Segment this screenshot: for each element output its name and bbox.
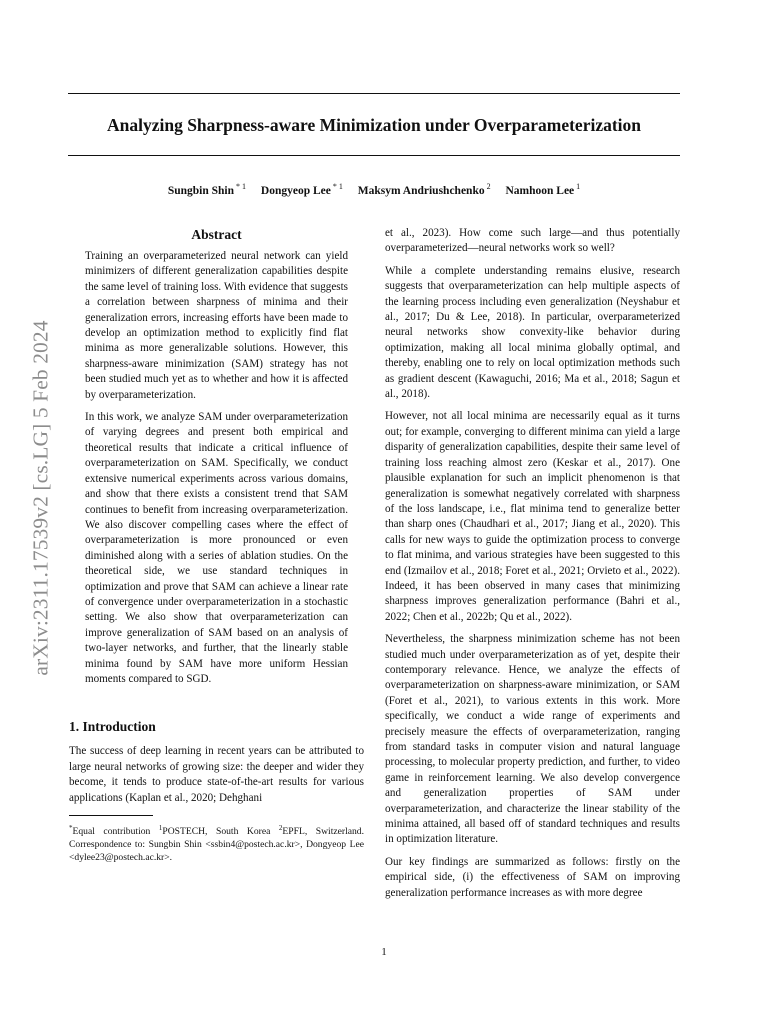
footnote-rule bbox=[69, 815, 153, 816]
arxiv-sidebar-stamp bbox=[21, 282, 61, 714]
top-rule bbox=[68, 93, 680, 94]
introduction-heading: 1. Introduction bbox=[69, 719, 156, 735]
abstract-paragraph-2: In this work, we analyze SAM under overparameterization of varying degrees and present both empirical and theoretical results that indicate a critical influence of overparameterization on SAM. Specifically, we conduct extensive numerical experiments across various domains, and show that there exists a consistent trend that SAM continues to benefit from increasing overparameterization. We also discover compelling cases where the effect of overparameterization is more pronounced or even diminished along with a series of ablation studies. On the theoretical side, we use standard techniques in optimization and prove that SAM can achieve a linear rate of convergence under overparameterization in a stochastic setting. We also show that overparameterization can improve generalization of SAM based on an analysis of two-layer networks, and further, that the linearly stable minima found by SAM have more uniform Hessian moments compared to SGD. bbox=[85, 411, 348, 685]
intro-paragraph-continued: et al., 2023). How come such large—and thus potentially overparameterized—neural networks work so well? bbox=[385, 227, 680, 255]
author-list bbox=[68, 180, 680, 198]
author-2: Dongyeop Lee $^{* 1}$ bbox=[260, 182, 343, 197]
intro-paragraph-4: Nevertheless, the sharpness minimization scheme has not been studied much under overparameterization as of yet, despite their contemporary relevance. Hence, we analyze the effects of overparameterization on sharpness-aware minimization, or SAM (Foret et al., 2021), to various extents in this work. More specifically, we conduct a wide range of experiments and precisely measure the effects of overparameterization, ranging from standard tasks in computer vision and natural language processing, to molecular property prediction, and further, to video game in reinforcement learning. We also develop convergence and generalization properties of SAM under overparameterization, and characterize the linear stability of the minima attained, all based off of standard techniques and results in optimization literature. bbox=[385, 633, 680, 846]
author-3: Maksym Andriushchenko $^2$ bbox=[357, 182, 491, 197]
intro-paragraph-5: Our key findings are summarized as follows: firstly on the empirical side, (i) the effectiveness of SAM on improving generalization performance increases as with more degree bbox=[385, 855, 680, 899]
left-column bbox=[69, 226, 364, 871]
author-4: Namhoon Lee $^1$ bbox=[505, 182, 581, 197]
abstract-paragraph-1: Training an overparameterized neural network can yield minimizers of different generalization capabilities despite the same level of training loss. With evidence that suggests a correlation between sharpness of minima and their generalization errors, increasing efforts have been made to develop an optimization method to explicitly find flat minima as more generalizable solutions. However, this sharpness-aware minimization (SAM) strategy has not been studied much yet as to whether and how it is affected by overparameterization. bbox=[85, 250, 348, 401]
arxiv-identifier: arXiv:2311.17539v2 [cs.LG] 5 Feb 2024 bbox=[28, 320, 53, 676]
intro-paragraph-3: However, not all local minima are necessarily equal as it turns out; for example, converging to different minima can yield a large disparity of generalization capabilities, despite their same level of training loss reaching almost zero (Keskar et al., 2017). One plausible explanation for such an implicit phenomenon is that generalization is somewhat negatively correlated with sharpness of the loss landscape, i.e., flat minima tend to generalize better than sharp ones (Chaudhari et al., 2017; Jiang et al., 2020). This calls for new ways to guide the optimization process to converge to flat minima, and various strategies have been suggested to this end (Izmailov et al., 2018; Foret et al., 2021; Orvieto et al., 2022). Indeed, it has been observed in many cases that minimizing sharpness improves generalization performance (Bahri et al., 2022; Chen et al., 2022b; Qu et al., 2022). bbox=[385, 410, 680, 623]
right-column bbox=[385, 226, 680, 908]
affiliation-footnote: *Equal contribution $^1$POSTECH, South Korea $^2$EPFL, Switzerland. Correspondence to: Sungbin Shin <ssbin4@postech.ac.kr>, Dongyeop Lee <dylee23@postech.ac.kr>. bbox=[69, 824, 364, 864]
page-number: 1 bbox=[381, 946, 387, 958]
abstract-heading: Abstract bbox=[191, 227, 242, 242]
abstract-body bbox=[85, 249, 348, 687]
intro-paragraph-2: While a complete understanding remains elusive, research suggests that overparameterization can help multiple aspects of the learning process including even generalization (Neyshabur et al., 2017; Du & Lee, 2018). In particular, overparameterized neural networks show convexity-like behavior during optimization, making all local minima globally optimal, and thereby, enabling one to rely on local optimization methods such as gradient descent (Kawaguchi, 2016; Ma et al., 2018; Sagun et al., 2018). bbox=[385, 264, 680, 401]
author-1: Sungbin Shin $^{* 1}$ bbox=[167, 182, 247, 197]
title-bottom-rule bbox=[68, 155, 680, 156]
paper-title: Analyzing Sharpness-aware Minimization under Overparameterization bbox=[106, 115, 642, 135]
intro-paragraph-1: The success of deep learning in recent years can be attributed to large neural networks of growing size: the deeper and wider they become, it tends to produce state-of-the-art results for various applications (Kaplan et al., 2020; Dehghani bbox=[69, 745, 364, 804]
